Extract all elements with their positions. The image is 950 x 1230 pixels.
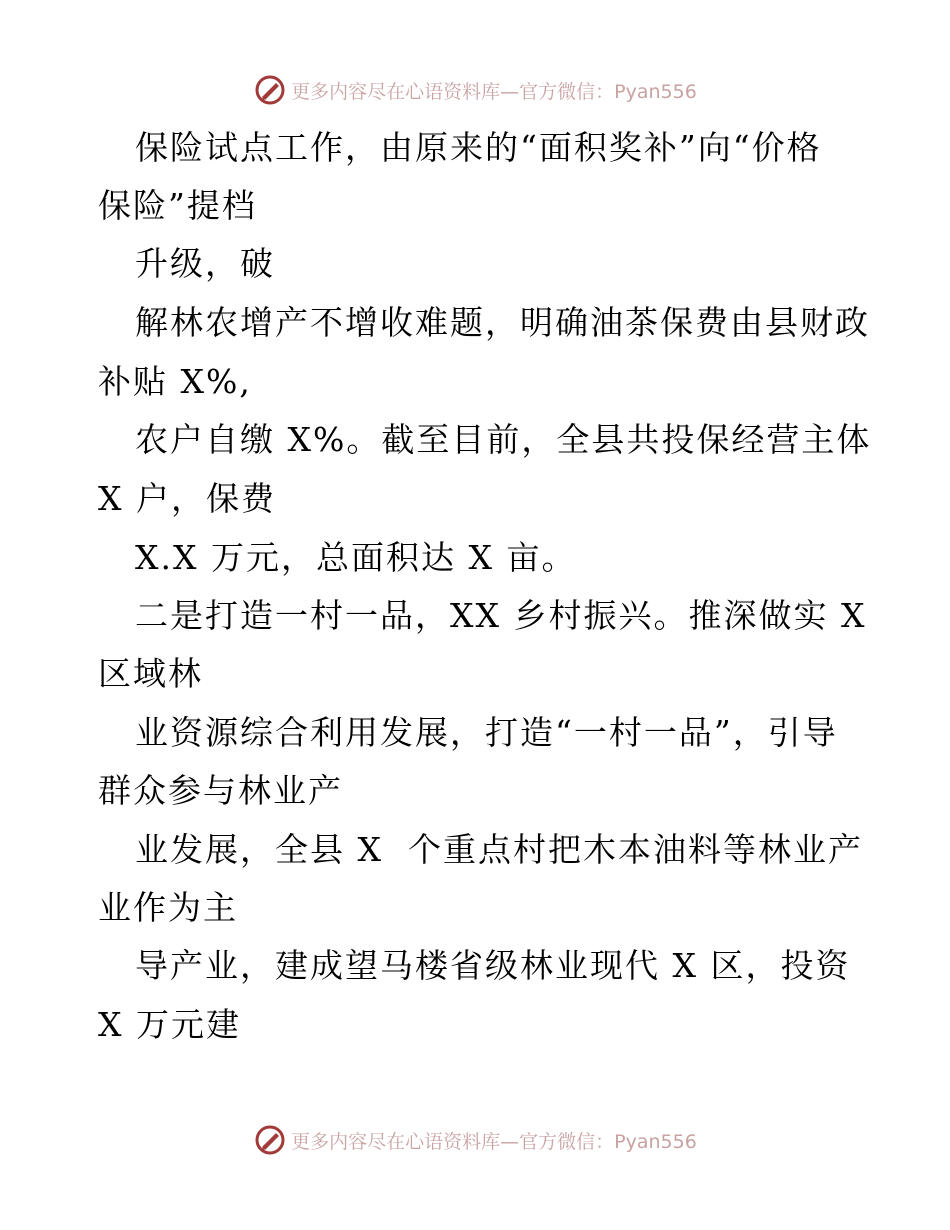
text-line: 保险试点工作，由原来的“面积奖补”向“价格 bbox=[135, 128, 822, 167]
watermark-text: 更多内容尽在心语资料库—官方微信：Pyan556 bbox=[291, 80, 697, 103]
text-line: 群众参与林业产 bbox=[98, 771, 343, 810]
text-line: 升级，破 bbox=[135, 244, 275, 283]
seal-pen-icon bbox=[253, 73, 287, 107]
text-line: X 万元建 bbox=[98, 1005, 241, 1044]
text-line: X.X 万元，总面积达 X 亩。 bbox=[135, 538, 577, 577]
text-line: 业资源综合利用发展，打造“一村一品”，引导 bbox=[135, 713, 838, 752]
text-line: 解林农增产不增收难题，明确油茶保费由县财政 bbox=[135, 303, 870, 342]
text-line: X 户，保费 bbox=[98, 479, 276, 518]
header-watermark bbox=[0, 70, 950, 110]
text-line: 农户自缴 X%。截至目前，全县共投保经营主体 bbox=[135, 420, 872, 459]
footer-watermark bbox=[0, 1120, 950, 1160]
text-line: 区域林 bbox=[98, 654, 203, 693]
watermark-text: 更多内容尽在心语资料库—官方微信：Pyan556 bbox=[291, 1130, 697, 1153]
text-line: 导产业，建成望马楼省级林业现代 X 区，投资 bbox=[135, 946, 851, 985]
text-line: 业发展，全县 X 个重点村把木本油料等林业产 bbox=[135, 830, 863, 869]
text-line: 补贴 X%, bbox=[98, 362, 252, 401]
text-line: 业作为主 bbox=[98, 888, 238, 927]
text-line: 二是打造一村一品，XX 乡村振兴。推深做实 X bbox=[135, 596, 867, 635]
seal-pen-icon bbox=[253, 1123, 287, 1157]
text-line: 保险”提档 bbox=[98, 186, 257, 225]
